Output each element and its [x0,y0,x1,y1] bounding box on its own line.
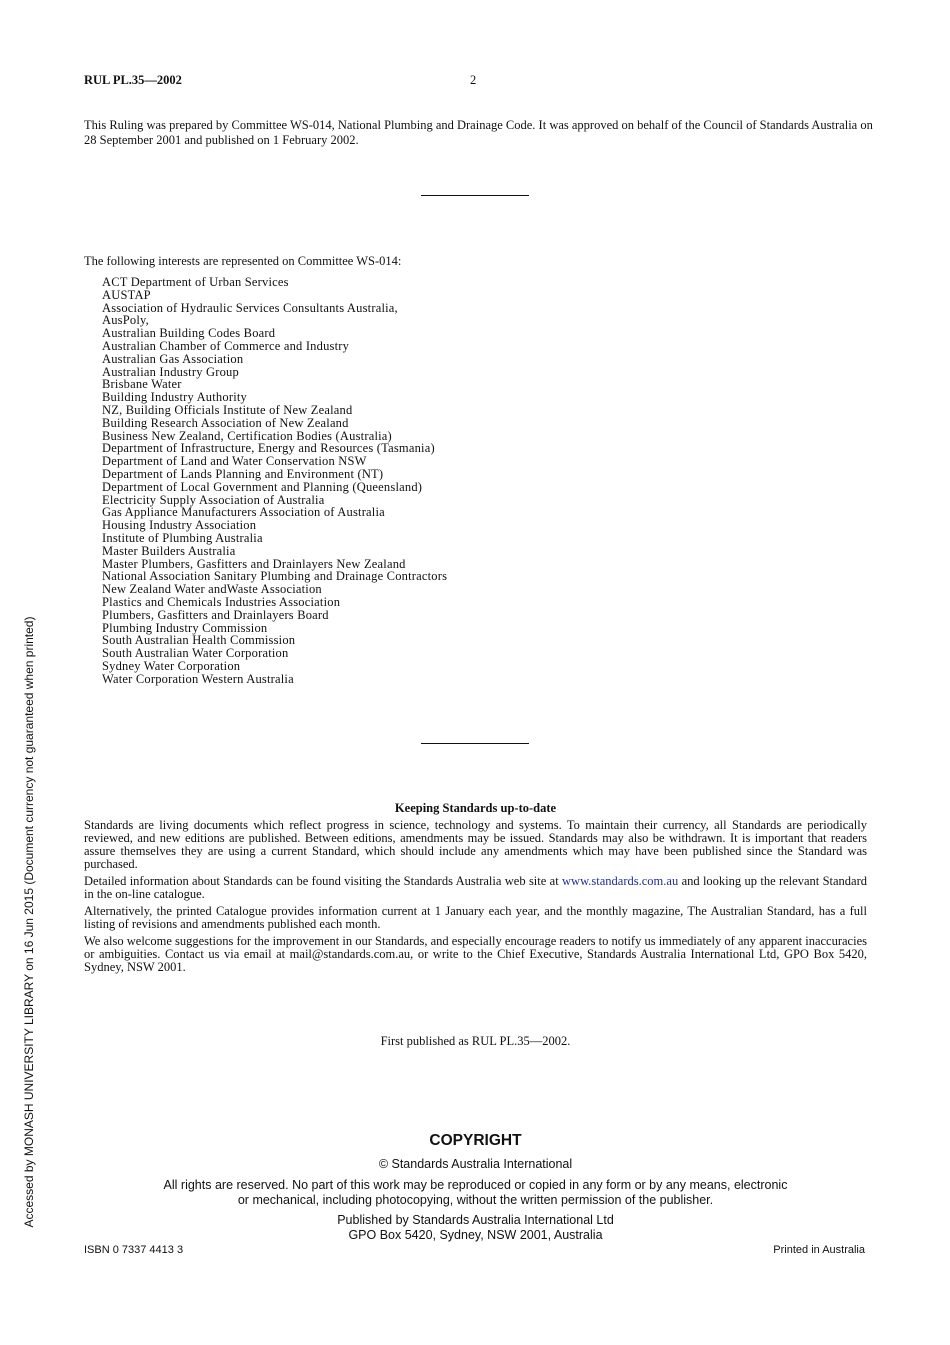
committee-member: Master Plumbers, Gasfitters and Drainlayers New Zealand [102,556,406,571]
committee-member: Australian Building Codes Board [102,326,276,341]
paragraph [84,875,867,901]
document-id: RUL PL.35—2002 [84,73,182,87]
committee-member: Department of Lands Planning and Environment (NT) [102,466,384,481]
committee-member: Gas Appliance Manufacturers Association of Australia [102,505,385,520]
copyright-heading: COPYRIGHT [429,1132,522,1149]
paragraph-text: and looking up the relevant Standard in the on-line catalogue. [84,874,868,901]
committee-member: Brisbane Water [102,377,182,392]
publisher-line: Published by Standards Australia International Ltd [337,1213,614,1227]
committee-member: South Australian Water Corporation [102,646,289,661]
keeping-standards-heading: Keeping Standards up-to-date [394,801,557,815]
committee-member: Building Research Association of New Zealand [102,415,349,430]
website-link[interactable]: www.standards.com.au [562,874,679,888]
committee-member: Department of Local Government and Planning (Queensland) [102,479,423,494]
publisher-address: GPO Box 5420, Sydney, NSW 2001, Australia [348,1228,603,1242]
isbn: ISBN 0 7337 4413 3 [84,1244,184,1256]
section-divider [421,743,529,744]
committee-member: Electricity Supply Association of Australia [102,492,325,507]
section-divider [421,195,529,196]
committee-member: South Australian Health Commission [102,633,296,648]
committee-member: AUSTAP [102,287,151,302]
committee-member: Master Builders Australia [102,543,236,558]
committee-member: Department of Land and Water Conservation NSW [102,454,367,469]
committee-member: Association of Hydraulic Services Consultants Australia, [102,300,398,315]
committee-member: Housing Industry Association [102,518,257,533]
rights-line: or mechanical, including photocopying, without the written permission of the publisher. [237,1193,714,1207]
rights-statement [84,1178,867,1208]
committee-member: Australian Chamber of Commerce and Industry [102,338,350,353]
committee-member-list [102,276,447,686]
committee-member: Department of Infrastructure, Energy and Resources (Tasmania) [102,441,435,456]
access-watermark: Accessed by MONASH UNIVERSITY LIBRARY on 16 Jun 2015 (Document currency not guaranteed when printed) [22,616,36,1228]
committee-member: Plumbers, Gasfitters and Drainlayers Board [102,607,329,622]
committee-member: Plumbing Industry Commission [102,620,268,635]
paragraph: Alternatively, the printed Catalogue provides information current at 1 January each year, and the monthly magazine, The Australian Standard, has a full listing of revisions and amendments published each month. [84,904,867,931]
keeping-standards-body [84,819,867,978]
committee-member: Institute of Plumbing Australia [102,530,263,545]
paragraph-text: Detailed information about Standards can be found visiting the Standards Australia web site at [84,874,563,888]
committee-member: Building Industry Authority [102,390,247,405]
committee-member: Australian Industry Group [102,364,239,379]
committee-member: AusPoly, [102,313,149,328]
committee-member: New Zealand Water andWaste Association [102,582,322,597]
committee-member: Sydney Water Corporation [102,658,241,673]
committee-member: National Association Sanitary Plumbing and Drainage Contractors [102,569,448,584]
publisher-info [84,1213,867,1243]
page-number: 2 [470,73,477,87]
committee-member: NZ, Building Officials Institute of New Zealand [102,402,353,417]
rights-line: All rights are reserved. No part of this work may be reproduced or copied in any form or by any means, electronic [163,1178,788,1192]
committee-member: ACT Department of Urban Services [102,275,289,289]
committee-member: Australian Gas Association [102,351,244,366]
preparation-statement: This Ruling was prepared by Committee WS-014, National Plumbing and Drainage Code. It was approved on behalf of the Council of Standards Australia on 28 September 2001 and published on 1 February 2002. [84,118,873,147]
paragraph: We also welcome suggestions for the improvement in our Standards, and especially encourage readers to notify us immediately of any apparent inaccuracies or ambiguities. Contact us via email at mail@standards.com.au, or write to the Chief Executive, Standards Australia International Ltd, GPO Box 5420, Sydney, NSW 2001. [84,934,867,974]
committee-member: Water Corporation Western Australia [102,671,294,686]
committee-member: Plastics and Chemicals Industries Association [102,594,341,609]
committee-heading: The following interests are represented on Committee WS-014: [84,254,402,268]
committee-member: Business New Zealand, Certification Bodies (Australia) [102,428,392,443]
paragraph: Standards are living documents which reflect progress in science, technology and systems. To maintain their currency, all Standards are periodically reviewed, and new editions are published. Between editions, amendments may be issued. Standards may also be withdrawn. It is important that readers assure themselves they are using a current Standard, which should include any amendments which may have been published since the Standard was purchased. [84,818,867,871]
first-published-note: First published as RUL PL.35—2002. [380,1034,571,1048]
copyright-holder: © Standards Australia International [378,1157,573,1171]
printed-in: Printed in Australia [773,1244,865,1256]
